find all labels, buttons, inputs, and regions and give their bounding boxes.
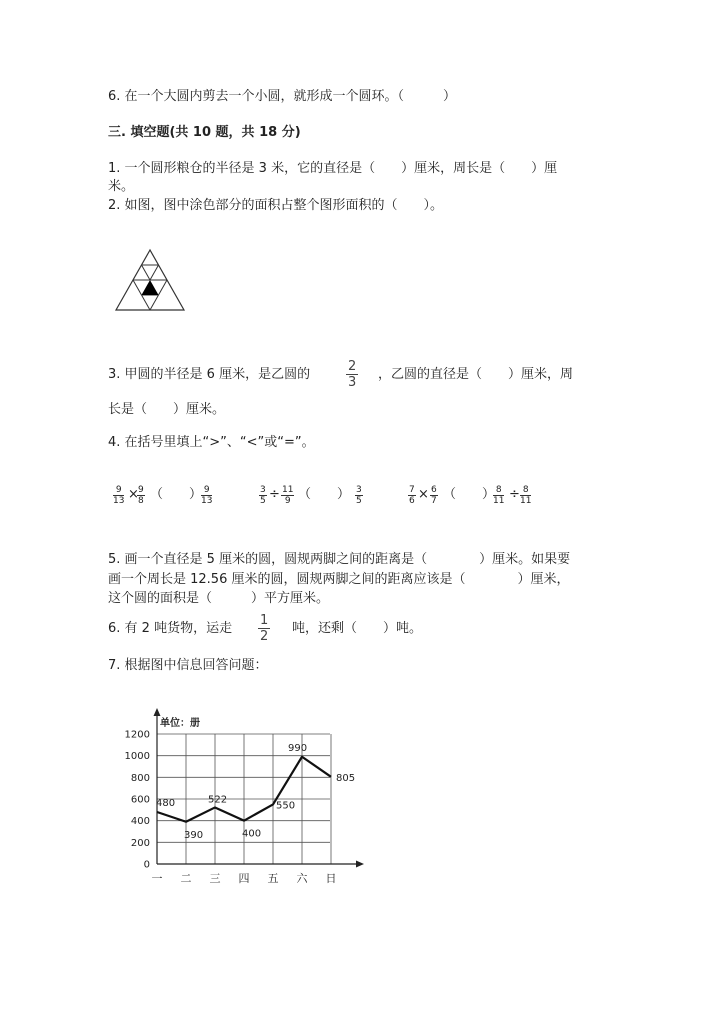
data-label: 990 [288,742,308,754]
x-axis-arrow [356,861,364,868]
q1-line1: 1. 一个圆形粮仓的半径是 3 米，它的直径是（ ）厘米，周长是（ ）厘 [108,161,558,176]
x-tick-label: 三 [209,872,221,885]
shaded-triangle [142,280,159,295]
q6-fraction [258,613,270,644]
y-tick-label: 1200 [124,729,150,741]
data-label: 522 [208,794,228,806]
q3-part2: ，乙圆的直径是（ ）厘米，周 [378,367,574,382]
section-title: 三. 填空题(共 10 题，共 18 分) [108,125,301,140]
q4-2-frac-c [355,485,363,506]
q3-line2: 长是（ ）厘米。 [108,402,226,417]
y-tick-label: 600 [130,794,150,806]
frac-num: 11 [282,485,294,495]
q4-3-operator: × [418,487,429,502]
q4-3-frac-c [493,485,504,506]
y-axis-arrow [154,708,161,716]
frac-num: 3 [260,485,266,495]
q4-3-frac-b [430,485,438,506]
y-tick-label: 1000 [124,751,150,763]
q3-part1: 3. 甲圆的半径是 6 厘米，是乙圆的 [108,367,311,382]
frac-num: 9 [113,485,124,496]
triangle-figure [112,248,188,314]
frac-den: 9 [284,496,291,506]
q6-part2: 吨，还剩（ ）吨。 [292,621,423,636]
q4-3-frac-a [408,485,416,506]
x-tick-label: 一 [151,872,163,885]
data-label: 480 [156,798,176,809]
q4-2-blank: （ ） [298,487,351,502]
q4-3-blank: （ ） [443,487,496,502]
chart-unit-label: 单位：册 [160,718,200,729]
q3-fraction [346,359,358,390]
data-label: 400 [242,828,262,840]
q4-2-frac-b [281,485,294,506]
q4-1-blank: （ ） [150,487,203,502]
frac-den: 11 [520,496,532,506]
data-label: 390 [184,829,204,841]
q3-frac-num: 2 [348,359,357,374]
q4-3-frac-d [520,485,531,506]
q7-text: 7. 根据图中信息回答问题： [108,658,268,673]
x-tick-label: 四 [238,872,250,885]
frac-den: 5 [356,496,362,506]
x-tick-label: 六 [296,872,308,885]
frac-den: 7 [431,496,437,506]
frac-num: 9 [201,485,212,496]
y-tick-label: 800 [130,772,150,784]
frac-den: 6 [409,496,415,506]
frac-num: 7 [409,485,415,495]
q1-line2: 米。 [108,179,135,194]
q4-3-operator-2: ÷ [509,487,520,502]
frac-num: 8 [493,485,504,496]
q2-text: 2. 如图，图中涂色部分的面积占整个图形面积的（ ）。 [108,198,444,213]
y-tick-label: 0 [143,859,150,871]
line-chart [110,706,370,888]
q4-2-operator: ÷ [269,487,280,502]
frac-den: 5 [260,496,266,506]
q4-1-frac-c [201,485,212,506]
x-tick-label: 日 [325,872,337,885]
y-tick-label: 400 [130,816,150,828]
q5-line3: 这个圆的面积是（ ）平方厘米。 [108,591,330,606]
q5-line2: 画一个周长是 12.56 厘米的圆，圆规两脚之间的距离应该是（ ）厘米， [108,572,570,587]
q6-frac-den: 2 [260,629,269,644]
q5-line1: 5. 画一个直径是 5 厘米的圆，圆规两脚之间的距离是（ ）厘米。如果要 [108,552,571,567]
q4-1-operator: × [128,487,139,502]
q6-part1: 6. 有 2 吨货物，运走 [108,621,233,636]
data-label: 805 [336,772,356,784]
frac-num: 8 [520,485,531,496]
frac-den: 13 [201,496,213,506]
frac-num: 9 [138,485,144,495]
frac-den: 8 [138,496,144,506]
frac-num: 6 [431,485,437,495]
q4-1-frac-b [137,485,145,506]
q3-frac-den: 3 [348,375,357,390]
judge-question-6: 6. 在一个大圆内剪去一个小圆，就形成一个圆环。（ ） [108,89,457,104]
q4-prompt: 4. 在括号里填上“>”、“<”或“=”。 [108,435,315,450]
frac-den: 11 [493,496,505,506]
x-tick-label: 五 [267,872,279,885]
q6-frac-num: 1 [260,613,269,628]
y-tick-label: 200 [130,837,150,849]
frac-num: 3 [356,485,362,495]
q4-2-frac-a [259,485,267,506]
q4-1-frac-a [113,485,124,506]
data-label: 550 [276,800,296,812]
x-tick-label: 二 [180,872,192,885]
frac-den: 13 [113,496,125,506]
